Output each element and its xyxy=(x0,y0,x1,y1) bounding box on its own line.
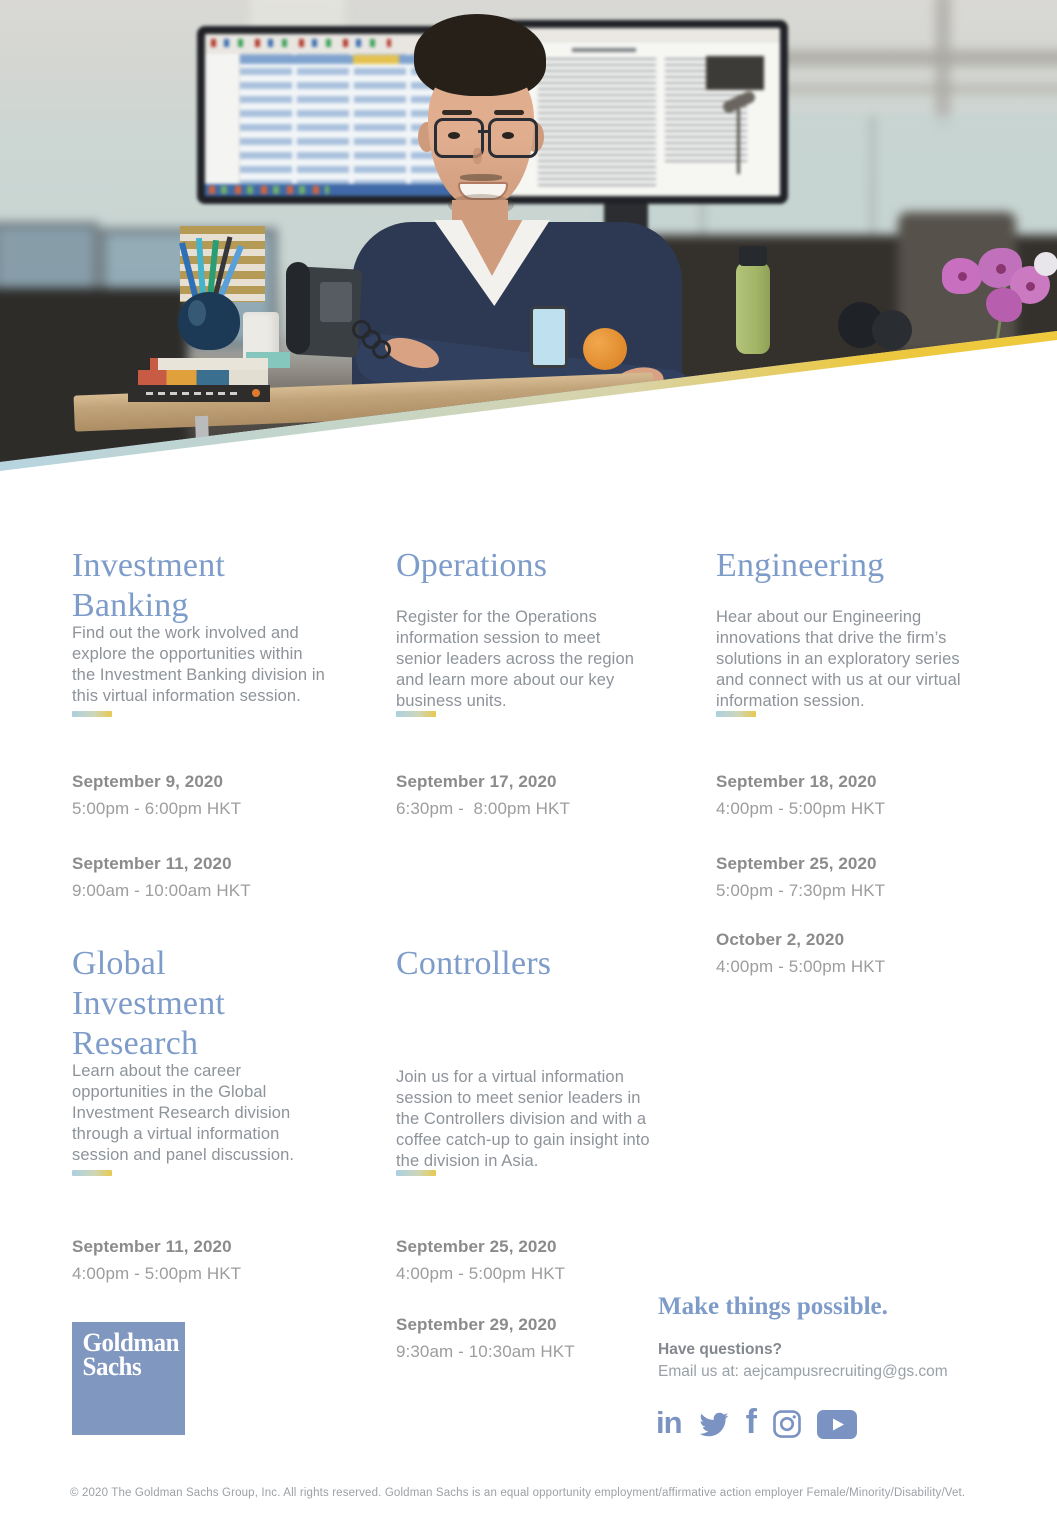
questions-label: Have questions? xyxy=(658,1341,783,1358)
desk-leg xyxy=(195,416,210,472)
accent-underline xyxy=(396,1170,436,1176)
section-title-controllers: Controllers xyxy=(396,945,552,983)
phone-keypad xyxy=(320,282,352,322)
section-title-investment-banking: Investment Banking xyxy=(72,547,226,625)
section-title-global-investment-research: Global Investment Research xyxy=(72,945,226,1063)
event-date: September 25, 2020 xyxy=(396,1237,557,1256)
event-date: September 11, 2020 xyxy=(72,854,232,873)
glasses-lens xyxy=(488,118,538,158)
event-date: September 11, 2020 xyxy=(72,1237,232,1256)
instagram-icon[interactable] xyxy=(772,1409,802,1439)
event-time: 4:00pm - 5:00pm HKT xyxy=(716,799,886,818)
event-time: 4:00pm - 5:00pm HKT xyxy=(72,1264,242,1283)
event-time: 4:00pm - 5:00pm HKT xyxy=(716,957,886,976)
person-eyebrow xyxy=(494,110,524,115)
accent-underline xyxy=(72,711,112,717)
event-time: 9:30am - 10:30am HKT xyxy=(396,1342,575,1361)
event-time: 5:00pm - 6:00pm HKT xyxy=(72,799,242,818)
orchid-center xyxy=(1026,282,1035,291)
section-title-operations: Operations xyxy=(396,547,548,585)
pen-cup-highlight xyxy=(188,300,206,326)
person-eyebrow xyxy=(442,110,472,115)
orchid-bloom-white xyxy=(1034,252,1057,276)
water-bottle xyxy=(736,262,770,354)
linkedin-icon[interactable]: in xyxy=(656,1404,682,1440)
smartphone xyxy=(530,306,568,368)
facebook-icon[interactable]: f xyxy=(745,1403,757,1441)
person-eye xyxy=(502,132,514,139)
section-desc-engineering: Hear about our Engineering innovations that drive the firm’s solutions in an exploratory series and connect with us at our virtual information session. xyxy=(716,607,961,710)
phone-cord-coil xyxy=(372,340,391,359)
bottle-cap xyxy=(739,246,767,266)
event-date: October 2, 2020 xyxy=(716,930,845,949)
goldman-sachs-logo xyxy=(72,1322,185,1435)
headphones xyxy=(872,310,912,350)
accent-underline xyxy=(716,711,756,717)
person-nose xyxy=(473,148,482,164)
section-title-engineering: Engineering xyxy=(716,547,885,585)
book xyxy=(138,370,268,385)
event-time: 9:00am - 10:00am HKT xyxy=(72,881,251,900)
event-time: 6:30pm - 8:00pm HKT xyxy=(396,799,570,818)
book-spine-text xyxy=(146,392,242,395)
tagline: Make things possible. xyxy=(658,1293,888,1320)
section-desc-controllers: Join us for a virtual information session to meet senior leaders in the Controllers division and with a coffee catch-up to gain insight into the division in Asia. xyxy=(396,1067,650,1170)
event-date: September 25, 2020 xyxy=(716,854,877,873)
logo-line2: Sachs xyxy=(82,1352,142,1381)
twitter-icon[interactable] xyxy=(697,1410,731,1439)
book-spine-dot xyxy=(252,389,260,397)
person-eye xyxy=(448,132,460,139)
event-date: September 9, 2020 xyxy=(72,772,224,791)
social-icons-row xyxy=(656,1404,857,1444)
copyright-notice: © 2020 The Goldman Sachs Group, Inc. All rights reserved. Goldman Sachs is an equal opportunity employment/affirmative action employer Female/Minority/Disability/Vet. xyxy=(70,1487,966,1499)
event-time: 5:00pm - 7:30pm HKT xyxy=(716,881,886,900)
section-desc-operations: Register for the Operations information session to meet senior leaders across the region and learn more about our key business units. xyxy=(396,607,634,710)
book xyxy=(150,358,268,370)
pen-cup xyxy=(178,292,240,350)
contact-email[interactable]: Email us at: aejcampusrecruiting@gs.com xyxy=(658,1363,948,1380)
person-mustache xyxy=(460,174,502,181)
accent-underline xyxy=(396,711,436,717)
hero-photo xyxy=(0,0,1057,472)
phone-handset xyxy=(286,262,310,354)
accent-underline xyxy=(72,1170,112,1176)
youtube-icon[interactable] xyxy=(817,1410,857,1439)
person-hair-fringe xyxy=(424,46,538,96)
orange-fruit xyxy=(583,328,627,370)
orchid-center xyxy=(958,272,967,281)
logo-line1: Goldman xyxy=(82,1328,180,1357)
section-desc-investment-banking: Find out the work involved and explore the opportunities within the Investment Banking division in this virtual information session. xyxy=(72,623,325,705)
orchid-bloom xyxy=(986,288,1022,322)
event-date: September 17, 2020 xyxy=(396,772,557,791)
event-date: September 18, 2020 xyxy=(716,772,877,791)
goldman-sachs-logo-text xyxy=(72,1322,180,1379)
event-time: 4:00pm - 5:00pm HKT xyxy=(396,1264,566,1283)
orchid-center xyxy=(996,264,1006,274)
glasses-bridge xyxy=(478,130,488,133)
event-date: September 29, 2020 xyxy=(396,1315,557,1334)
section-desc-global-investment-research: Learn about the career opportunities in the Global Investment Research division through a virtual information session and panel discussion. xyxy=(72,1061,295,1164)
